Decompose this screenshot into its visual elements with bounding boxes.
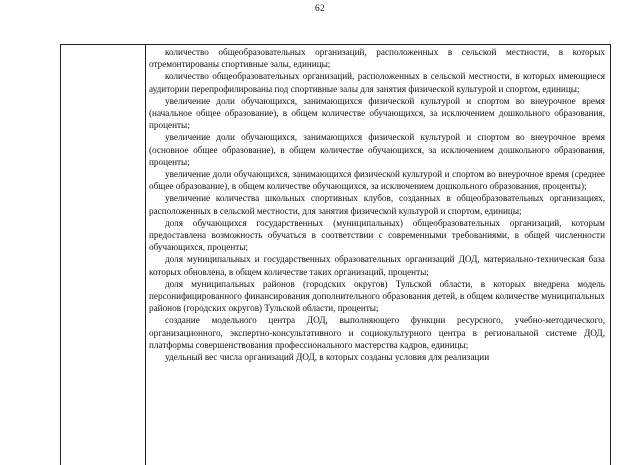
document-table — [60, 44, 611, 465]
indicator-paragraph: создание модельного центра ДОД, выполняющего функции ресурсного, учебно-методического, организационного, экспертно-консультативного и социокультурного центра в региональной системе ДОД, платформы совершенствования профессионального мастерства кадров, единицы; — [149, 315, 605, 350]
indicator-paragraph: удельный вес числа организаций ДОД, в которых созданы условия для реализации — [165, 352, 490, 363]
indicator-paragraph: доля обучающихся государственных (муниципальных) общеобразовательных организаций, которым предоставлена возможность обучаться в соответствии с современными требованиями, в общей численности обучающихся, проценты; — [149, 217, 605, 253]
indicator-paragraph: количество общеобразовательных организаций, расположенных в сельской местности, в которых отремонтированы спортивные залы, единицы; — [149, 47, 605, 70]
indicator-paragraph: доля муниципальных и государственных образовательных организаций ДОД, материально-техническая база которых обновлена, в общем количестве таких организаций, проценты; — [149, 254, 605, 277]
indicator-paragraph: количество общеобразовательных организаций, расположенных в сельской местности, в которых имеющиеся аудитории перепрофилированы под спортивные залы для занятия физической культурой и спортом, единицы; — [149, 71, 605, 94]
indicator-paragraph: увеличение доли обучающихся, занимающихся физической культурой и спортом во внеурочное время (начальное общее образование), в общем количестве обучающихся, за исключением дошкольного образования, проценты; — [149, 95, 605, 131]
indicator-paragraph: увеличение доли обучающихся, занимающихся физической культурой и спортом во внеурочное время (основное общее образование), в общем количестве обучающихся, за исключением дошкольного образования, проценты; — [149, 132, 605, 167]
indicator-paragraph: увеличение доли обучающихся, занимающихся физической культурой и спортом во внеурочное время (среднее общее образование), в общем количестве обучающихся, за исключением дошкольного образования, проценты); — [149, 169, 605, 192]
table-text-column — [146, 46, 608, 363]
page-number: 62 — [315, 4, 325, 14]
indicator-paragraph: доля муниципальных районов (городских округов) Тульской области, в которых внедрена модель персонифицированного финансирования дополнительного образования детей, в общем количестве муниципальных районов (городских округов) Тульской области, проценты; — [149, 278, 605, 314]
indicator-paragraph: увеличение количества школьных спортивных клубов, созданных в общеобразовательных организациях, расположенных в сельской местности, для занятия физической культурой и спортом, единицы; — [149, 193, 605, 216]
table-left-column — [61, 45, 146, 465]
